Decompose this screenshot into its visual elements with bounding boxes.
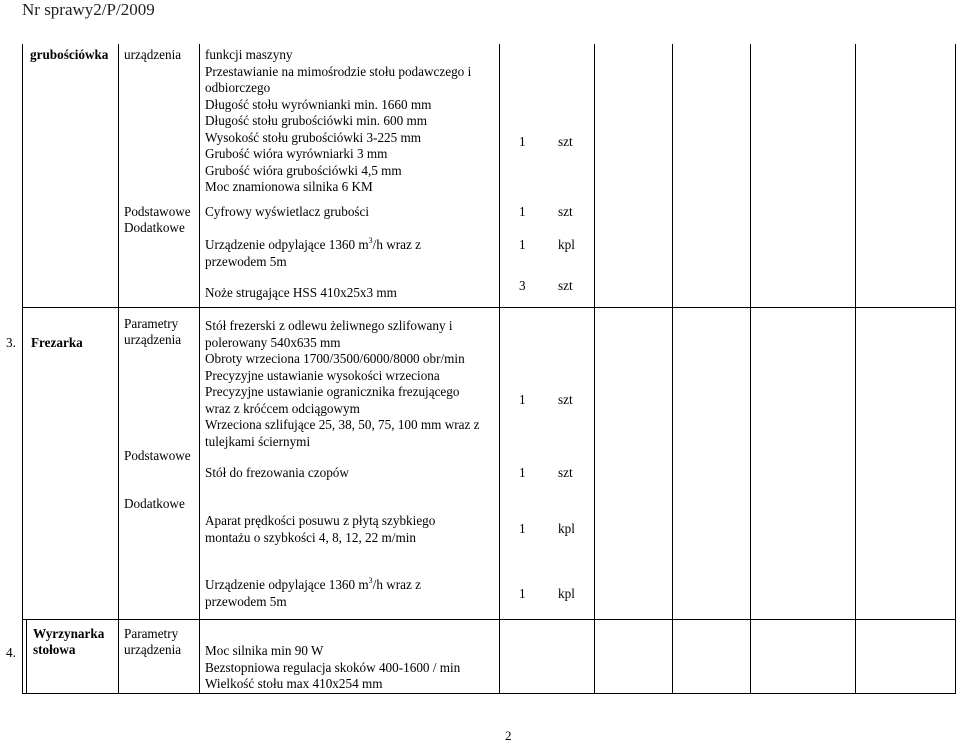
desc-line: Precyzyjne ustawianie wysokości wrzeciona [205,367,440,383]
desc-line: tulejkami ściernymi [205,433,311,449]
desc-line: Moc znamionowa silnika 6 KM [205,179,373,194]
quantity: 1 [519,465,526,480]
item-name: Wyrzynarka [33,626,105,641]
unit: kpl [558,521,575,536]
quantity: 1 [519,204,526,219]
desc-line: Stół frezerski z odlewu żeliwnego szlifowany i [205,318,453,333]
accessory-desc-text: /h wraz z [372,577,421,592]
desc-line: Wielkość stołu max 410x254 mm [205,676,383,691]
item-number: 3. [6,335,16,350]
superscript: 3 [368,236,373,245]
dodatkowe-label: Dodatkowe [124,220,185,235]
accessory-desc: Aparat prędkości posuwu z płytą szybkiego [205,513,436,528]
accessory-desc-line2: przewodem 5m [205,254,287,269]
accessory-desc [205,577,421,594]
item-description [205,47,505,196]
desc-line: Grubość wióra wyrówniarki 3 mm [205,146,388,161]
page-number: 2 [505,728,512,743]
desc-line: Przestawianie na mimośrodzie stołu podawczego i [205,63,472,79]
quantity: 1 [519,392,526,407]
desc-line: Długość stołu wyrównianki min. 1660 mm [205,96,432,112]
param-label: urządzenia [124,642,182,657]
desc-line: Wysokość stołu grubościówki 3-225 mm [205,129,422,145]
item-name: stołowa [33,642,76,657]
unit: szt [558,278,573,293]
accessory-desc-text: Urządzenie odpylające 1360 m [205,237,369,252]
accessory-desc-text: Urządzenie odpylające 1360 m [205,577,369,592]
desc-line: Moc silnika min 90 W [205,643,324,658]
desc-line: Wrzeciona szlifujące 25, 38, 50, 75, 100 mm wraz z [205,417,480,432]
param-label: Parametry [124,316,179,331]
unit: szt [558,204,573,219]
podstawowe-label: Podstawowe [124,448,191,463]
item-description [205,643,505,693]
param-label: urządzenia [124,332,182,347]
item-description [205,318,505,450]
desc-line: Precyzyjne ustawianie ogranicznika frezującego [205,384,460,399]
desc-line: Bezstopniowa regulacja skoków 400-1600 / min [205,659,461,675]
unit: szt [558,392,573,407]
dodatkowe-label: Dodatkowe [124,496,185,511]
quantity: 3 [519,278,526,293]
desc-line: Długość stołu grubościówki min. 600 mm [205,113,427,128]
param-label: Parametry [124,626,179,641]
item-name: Frezarka [31,335,83,350]
quantity: 1 [519,586,526,601]
accessory-desc [205,237,421,254]
desc-line: Grubość wióra grubościówki 4,5 mm [205,162,402,178]
unit: kpl [558,237,575,252]
quantity: 1 [519,134,526,149]
accessory-desc-line2: przewodem 5m [205,594,287,609]
unit: kpl [558,586,575,601]
param-label: urządzenia [124,47,182,62]
accessory-desc: Noże strugające HSS 410x25x3 mm [205,285,397,300]
desc-line: odbiorczego [205,80,271,95]
item-number: 4. [6,645,16,660]
desc-line: funkcji maszyny [205,47,293,62]
podstawowe-desc: Stół do frezowania czopów [205,465,349,480]
podstawowe-desc: Cyfrowy wyświetlacz grubości [205,204,370,219]
quantity: 1 [519,521,526,536]
desc-line: Obroty wrzeciona 1700/3500/6000/8000 obr/min [205,351,465,366]
accessory-desc-line2: montażu o szybkości 4, 8, 12, 22 m/min [205,530,416,545]
document-header: Nr sprawy2/P/2009 [22,0,155,19]
desc-line: wraz z króćcem odciągowym [205,400,360,416]
podstawowe-label: Podstawowe [124,204,191,219]
superscript: 3 [368,576,373,585]
accessory-desc-text: /h wraz z [372,237,421,252]
unit: szt [558,134,573,149]
unit: szt [558,465,573,480]
quantity: 1 [519,237,526,252]
item-name: grubościówka [30,47,109,62]
desc-line: polerowany 540x635 mm [205,334,341,350]
